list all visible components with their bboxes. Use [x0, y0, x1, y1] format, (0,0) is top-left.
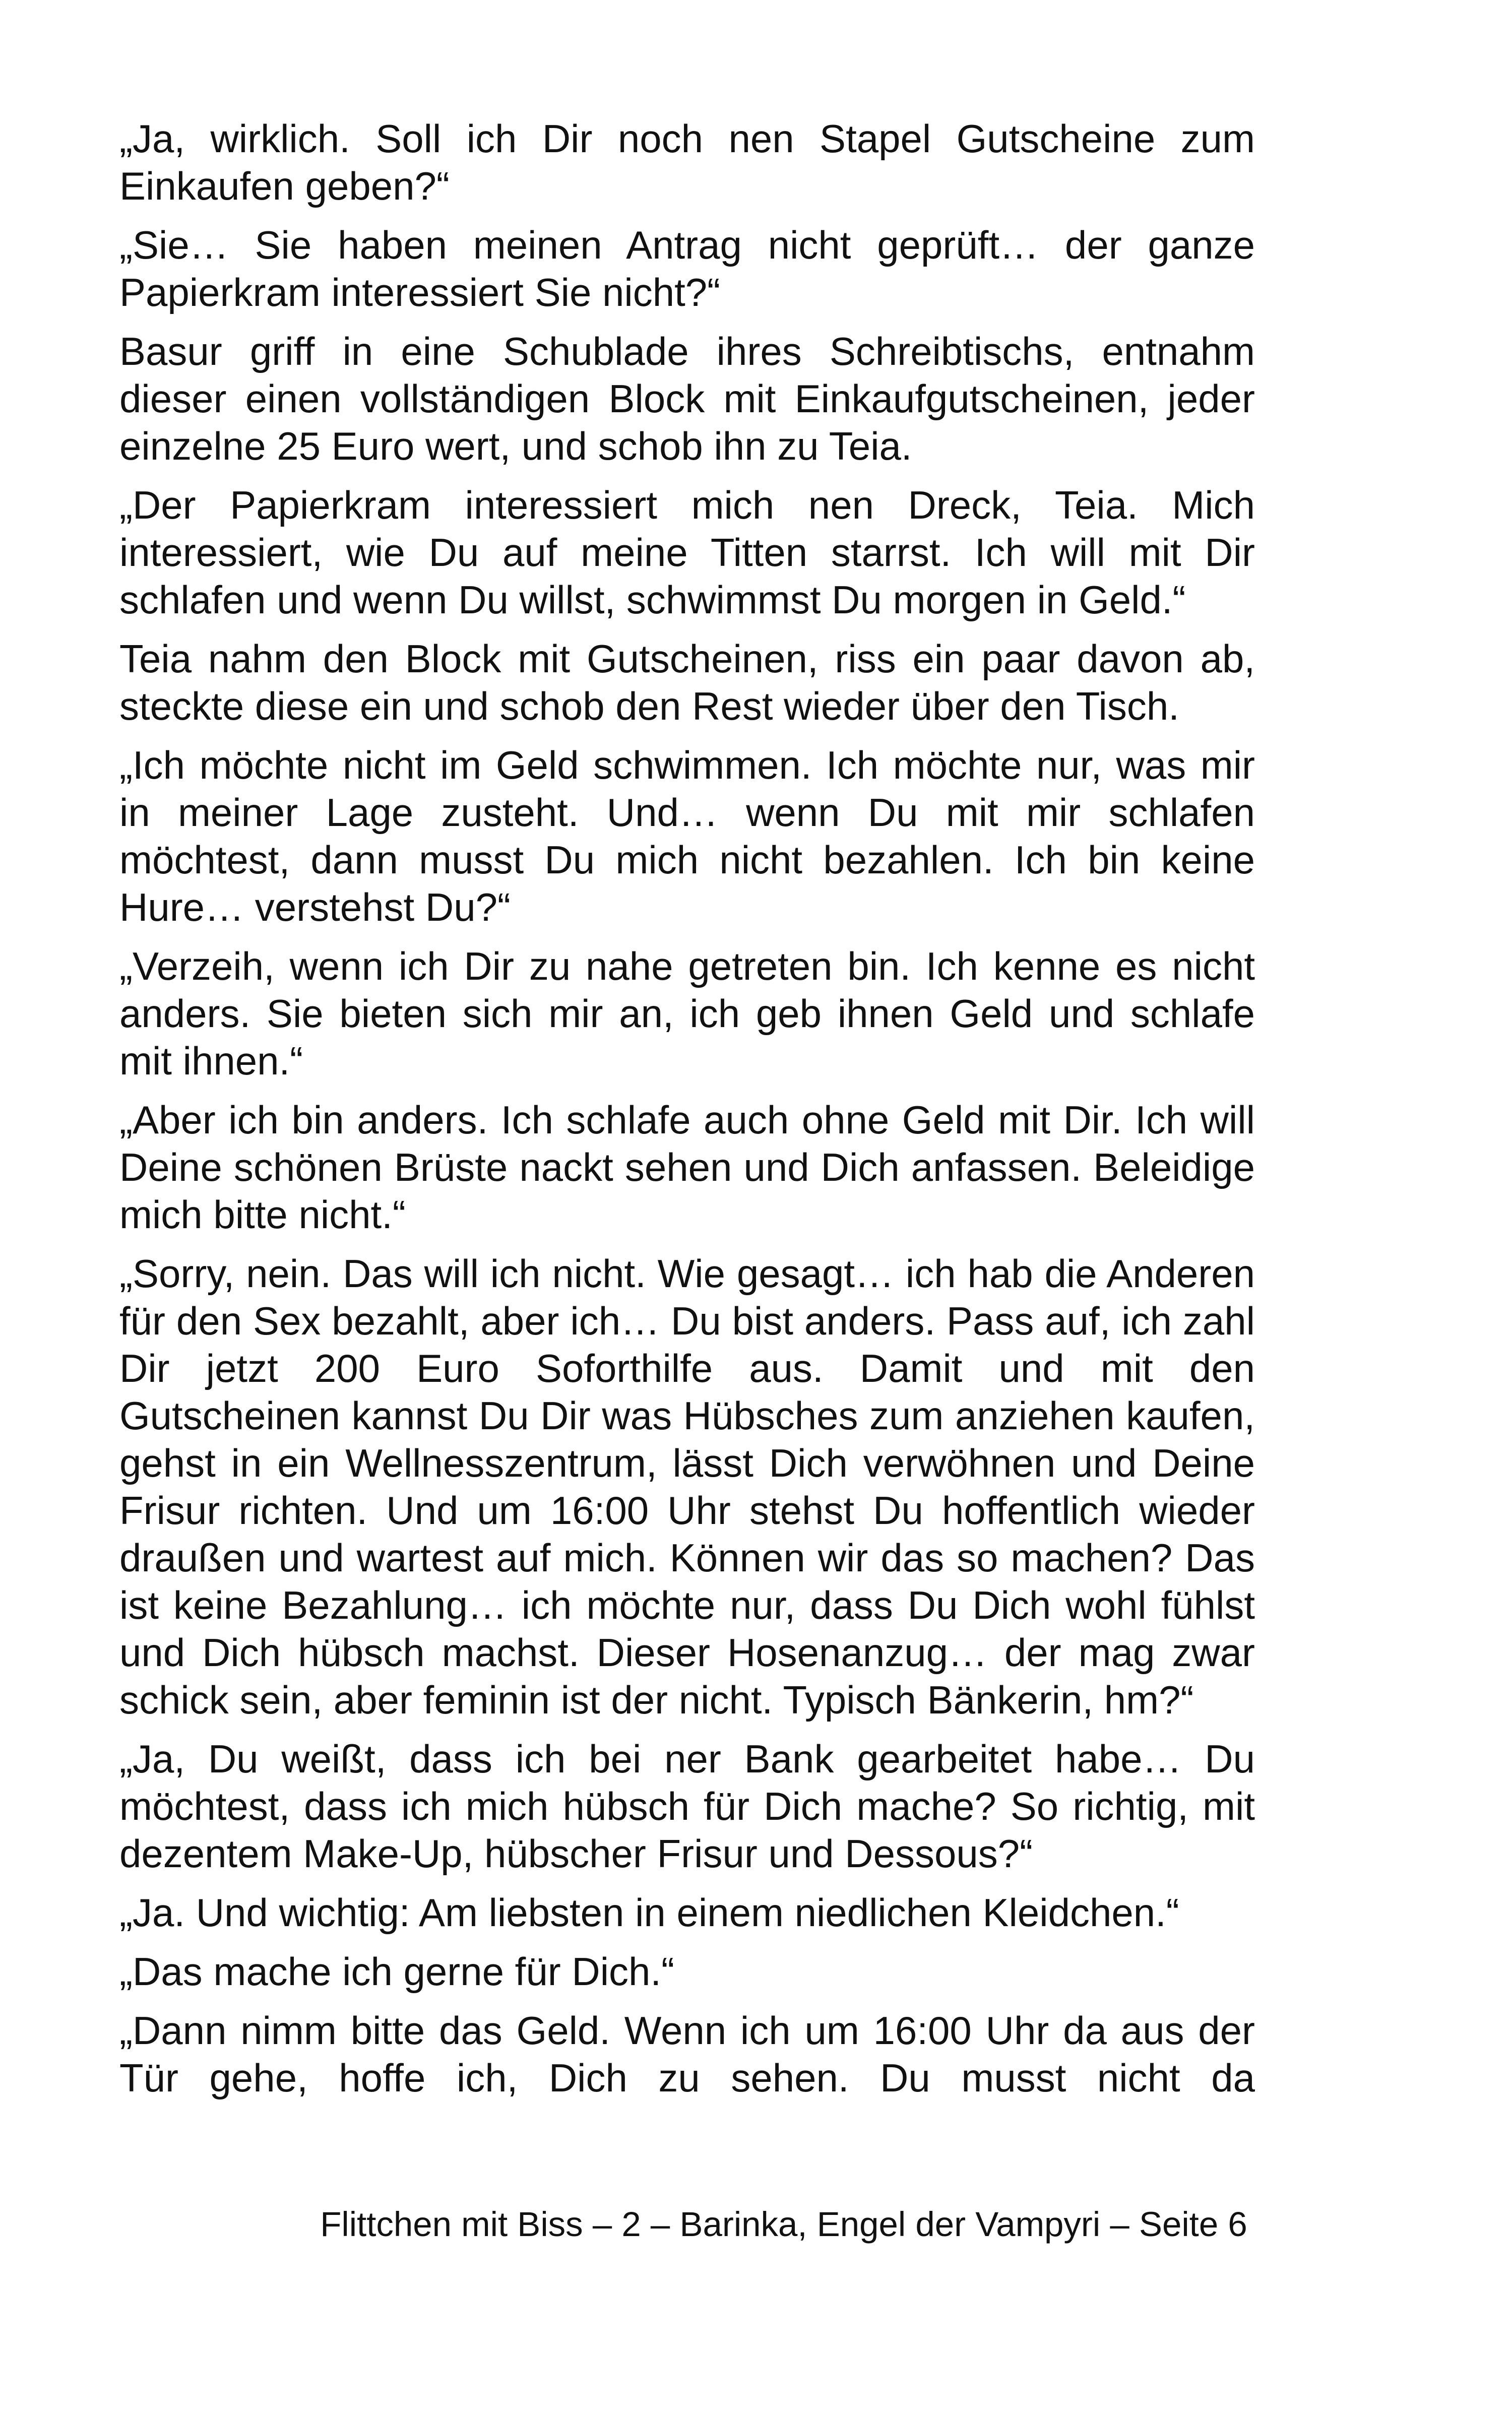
footer-text: Flittchen mit Biss – 2 – Barinka, Engel der Vampyri – Seite 6 [320, 2205, 1247, 2244]
paragraph: „Ja, wirklich. Soll ich Dir noch nen Stapel Gutscheine zum Einkaufen geben?“ [119, 116, 1255, 208]
paragraph: „Ich möchte nicht im Geld schwimmen. Ich möchte nur, was mir in meiner Lage zusteht. Und… wenn Du mit mir schlafen möchtest, dann musst Du mich nicht bezahlen. Ich bin keine Hure… verstehst Du?“ [119, 743, 1255, 929]
paragraph: „Das mache ich gerne für Dich.“ [119, 1949, 675, 1994]
paragraph: Teia nahm den Block mit Gutscheinen, riss ein paar davon ab, steckte diese ein und schob den Rest wieder über den Tisch. [119, 637, 1255, 728]
page-body-text [119, 115, 1255, 2113]
paragraph: „Verzeih, wenn ich Dir zu nahe getreten bin. Ich kenne es nicht anders. Sie bieten sich mir an, ich geb ihnen Geld und schlafe mit ihnen.“ [119, 944, 1255, 1083]
paragraph: „Der Papierkram interessiert mich nen Dreck, Teia. Mich interessiert, wie Du auf meine Titten starrst. Ich will mit Dir schlafen und wenn Du willst, schwimmst Du morgen in Geld.“ [119, 483, 1255, 622]
page-footer [0, 2203, 1512, 2246]
paragraph: „Sie… Sie haben meinen Antrag nicht geprüft… der ganze Papierkram interessiert Sie nicht?“ [119, 223, 1255, 314]
paragraph: „Ja. Und wichtig: Am liebsten in einem niedlichen Kleidchen.“ [119, 1890, 1179, 1935]
paragraph: „Ja, Du weißt, dass ich bei ner Bank gearbeitet habe… Du möchtest, dass ich mich hübsch für Dich mache? So richtig, mit dezentem Make-Up, hübscher Frisur und Dessous?“ [119, 1737, 1255, 1876]
paragraph: „Aber ich bin anders. Ich schlafe auch ohne Geld mit Dir. Ich will Deine schönen Brüste nackt sehen und Dich anfassen. Beleidige mich bitte nicht.“ [119, 1098, 1255, 1237]
paragraph: „Dann nimm bitte das Geld. Wenn ich um 16:00 Uhr da aus der Tür gehe, hoffe ich, Dich zu sehen. Du musst nicht da [119, 2008, 1255, 2100]
paragraph: „Sorry, nein. Das will ich nicht. Wie gesagt… ich hab die Anderen für den Sex bezahlt, aber ich… Du bist anders. Pass auf, ich zahl Dir jetzt 200 Euro Soforthilfe aus. Damit und mit den Gutscheinen kannst Du Dir was Hübsches zum anziehen kaufen, gehst in ein Wellnesszentrum, lässt Dich verwöhnen und Deine Frisur richten. Und um 16:00 Uhr stehst Du hoffentlich wieder draußen und wartest auf mich. Können wir das so machen? Das ist keine Bezahlung… ich möchte nur, dass Du Dich wohl fühlst und Dich hübsch machst. Dieser Hosenanzug… der mag zwar schick sein, aber feminin ist der nicht. Typisch Bänkerin, hm?“ [119, 1251, 1255, 1722]
paragraph: Basur griff in eine Schublade ihres Schreibtischs, entnahm dieser einen vollständigen Block mit Einkaufgutscheinen, jeder einzelne 25 Euro wert, und schob ihn zu Teia. [119, 329, 1255, 468]
